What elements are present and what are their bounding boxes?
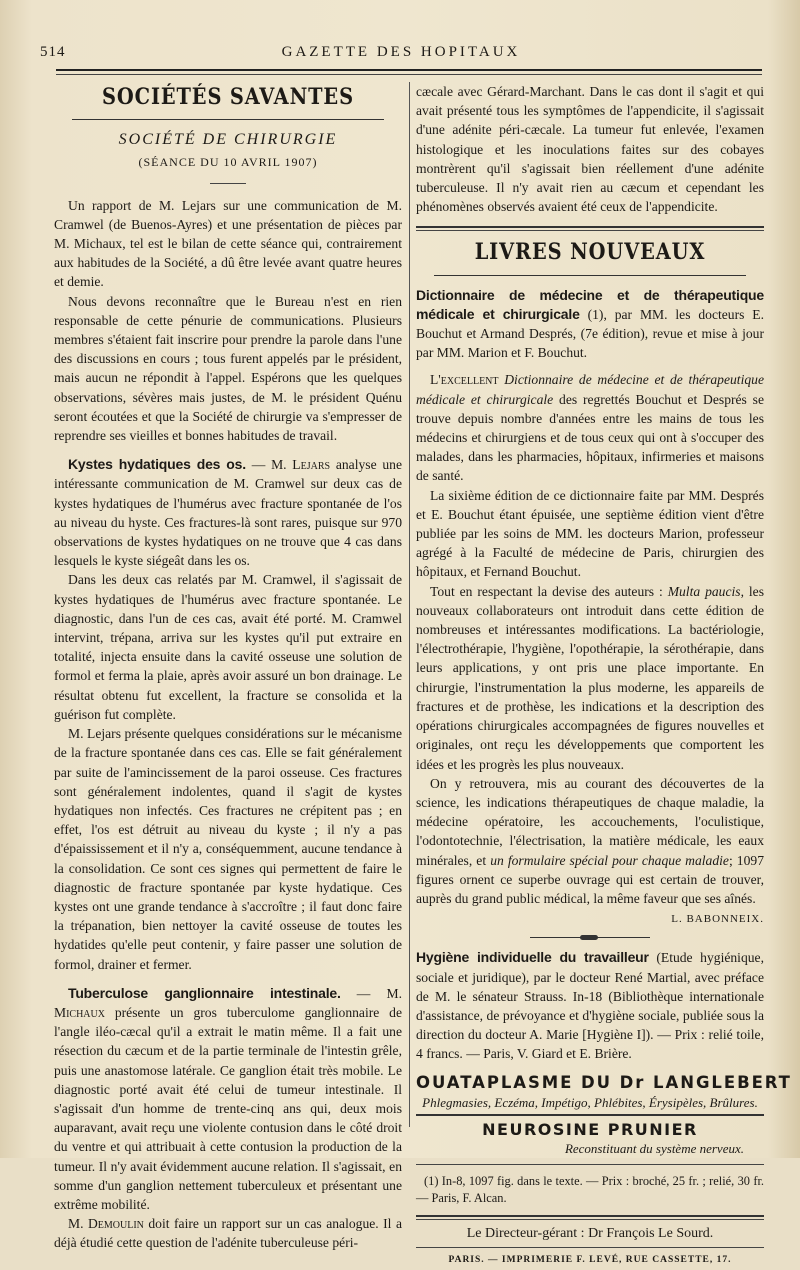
paragraph: M. Lejars présente quelques considérations sur le mécanisme de la fracture spontanée dans ces cas. Elle se fait généralement par suite de l'amincissement de la paroi osseuse. Ces fractures sont généralement indolentes, quand il s'agit de kystes hydatiques non infectés. Ces fractures ne crépitent pas ; en effet, l'os est détruit au niveau du kyste ; il n'y a pas d'épaississement et il n'y a, conséquemment, aucune tendance à la consolidation. Ce sont ces signes qui permettent de faire le diagnostic de fracture spontanée par kyste hydatique. Ces kystes ont une grande tendance à s'accroître ; il faut donc faire la trépanation, bien nettoyer la cavité osseuse de toutes les hydatides qu'elle peut contenir, y faire passer une solution de formol, drainer et fermer.: [54, 726, 402, 972]
printer-line: PARIS. — IMPRIMERIE F. LEVÉ, RUE CASSETTE, 17.: [448, 1254, 732, 1265]
section-rule: [434, 275, 746, 276]
advert-neurosine: NEUROSINE PRUNIER: [482, 1119, 698, 1139]
footer-bottom-rule: [416, 1247, 764, 1248]
short-rule: [210, 183, 246, 184]
column-divider: [409, 82, 410, 1127]
article-text: analyse une intéressante communication de M. Cramwel sur deux cas de kystes hydatiques de l'humérus avec fracture spontanée de l'os au niveau du hyste. Ces fractures-là sont rares, puisque sur 970 observations de kystes hydatiques on ne trouve que 4 cas dans lesquels le kyste siégeât dans les os.: [54, 457, 402, 569]
running-header: [40, 44, 762, 66]
page-number: 514: [40, 44, 66, 60]
review-italic: Dictionnaire de médecine et de thérapeutique médicale et chirurgicale: [416, 372, 764, 407]
article-heading: Tuberculose ganglionnaire intestinale.: [68, 984, 341, 1001]
left-column: [54, 82, 402, 1253]
advert-neurosine-subtitle: Reconstituant du système nerveux.: [564, 1141, 744, 1157]
book-entry-dictionnaire: [416, 286, 764, 363]
book-details: (Etude hygiénique, sociale et juridique), par le docteur René Martial, avec préface de M. le sénateur Strauss. In-18 (Bibliothèque internationale d'assistance, de prévoyance et d'hygiène sociale, publiée sous la direction du docteur A. Marie [Hygiène I]). — Prix : relié toile, 4 francs. — Paris, V. Giard et E. Brière.: [416, 950, 764, 1062]
section-rule: [416, 226, 764, 228]
paragraph-continued: cæcale avec Gérard-Marchant. Dans le cas dont il s'agit et qui avait présenté tous les symptômes de l'appendicite, il s'agissait d'une adénite péri-cæcale. La tumeur fut enlevée, l'examen histologique et les inoculations faites sur des cobayes montrèrent qu'il s'agissait bien réellement d'une adénite tuberculeuse. Il n'y avait rien au cæcum et cependant les phénomènes observés avaient été ceux de l'appendicite.: [416, 84, 764, 215]
session-date: (SÉANCE DU 10 AVRIL 1907): [138, 155, 318, 170]
article-heading: Kystes hydatiques des os.: [68, 456, 246, 473]
review-text: , les nouveaux collaborateurs ont introduit dans cette édition de nombreuses et intéressantes modifications. La bactériologie, l'électrothérapie, l'hygiène, l'opothérapie, la sérothérapie, dans leurs applications, y ont pris une place importante. En chirurgie, l'instrumentation la plus moderne, les appareils de fractures et de prothèse, les indications et la description des opérations chirurgicales accompagnées de figures nouvelles et originales, ont reçu les développements que comportent les idées et les progrès les plus nouveaux.: [416, 583, 764, 772]
paragraph: [54, 1214, 402, 1252]
author-name: M. Michaux: [54, 985, 402, 1020]
section-title-societes: SOCIÉTÉS SAVANTES: [102, 84, 354, 110]
review-text: ; 1097 figures ornent ce superbe ouvrage qui est certain de trouver, auprès du grand public médical, la même faveur que ses aînés.: [416, 852, 764, 906]
paragraph: Dans les deux cas relatés par M. Cramwel, il s'agissait de kystes hydatiques de l'humérus avec fracture spontanée. Le diagnostic, dans l'un de ces cas, avait été porté. M. Cramwel intervint, trépana, arriva sur les kystes qu'il put extraire en totalité, injecta ensuite dans la cavité osseuse une solution de formol et ferma la plaie, après avoir assuré un bon drainage. Le résultat obtenu fut excellent, la fracture se consolida et la guérison fut complète.: [54, 572, 402, 722]
society-title: SOCIÉTÉ DE CHIRURGIE: [118, 131, 338, 149]
article-text: présente un gros tuberculome ganglionnaire de l'angle iléo-cæcal qu'il a extrait le matin même. Il a fait une résection du cæcum et de la partie terminale de l'intestin grêle, puis une anastomose latérale. Ce ganglion était très mobile. Le diagnostic porté avait été celui de tumeur intestinale. Il s'agissait d'un homme de trente-cinq ans qui, deux mois auparavant, avait reçu une violente contusion dans le côté droit du ventre et qui attribuait à cette contusion la production de la tumeur. Il n'y avait évidemment aucune relation. Il s'agissait, en somme d'un ganglion nettement tuberculeux et présentant une extrême mobilité.: [54, 1004, 402, 1212]
advert-ouataplasme: OUATAPLASME DU Dr LANGLEBERT: [416, 1072, 792, 1093]
article-kystes: Kystes hydatiques des os. — M. Lejars analyse une intéressante communication de M. Cramwel sur deux cas de kystes hydatiques de l'humérus avec fracture spontanée de l'os au niveau du hyste. Ces fractures-là sont rares, puisque sur 970 observations de kystes hydatiques on ne trouve que 4 cas dans lesquels le kyste siégeât dans les os.: [54, 456, 402, 569]
book-title: Hygiène individuelle du travailleur: [416, 949, 649, 966]
advert-rule: [416, 1114, 764, 1116]
footnote: (1) In-8, 1097 fig. dans le texte. — Prix : broché, 25 fr. ; relié, 30 fr. — Paris, F. Alcan.: [416, 1174, 764, 1206]
footer-rule-thin: [416, 1219, 764, 1220]
paragraph: Un rapport de M. Lejars sur une communication de M. Cramwel (de Buenos-Ayres) et une présentation de pièces par M. Michaux, tel est le bilan de cette séance qui, contrairement aux habitudes de la Société, a dû être levée avant quatre heures et demie.: [54, 197, 402, 290]
article-tuberculose: Tuberculose ganglionnaire intestinale. — M. Michaux présente un gros tuberculome ganglionnaire de l'angle iléo-cæcal qu'il a extrait le matin même. Il a fait une résection du cæcum et de la partie terminale de l'intestin grêle, puis une anastomose latérale. Ce ganglion était très mobile. Le diagnostic porté avait été celui de tumeur intestinale. Il s'agissait d'un homme de trente-cinq ans qui, deux mois auparavant, avait reçu une violente contusion dans le côté droit du ventre et qui attribuait à cette contusion la production de la tumeur. Il n'y avait évidemment aucune relation. Il s'agissait, en somme d'un ganglion nettement tuberculeux et présentant une extrême mobilité.: [54, 984, 402, 1212]
review-lead: L'excellent: [430, 372, 499, 388]
book-entry-hygiene: [416, 948, 764, 1063]
section-rule: [72, 119, 384, 120]
review-paragraph: [416, 370, 764, 485]
review-italic: Multa paucis: [667, 583, 741, 599]
footer-rule: [416, 1215, 764, 1217]
advert-ouataplasme-subtitle: Phlegmasies, Eczéma, Impétigo, Phlébites, Érysipèles, Brûlures.: [422, 1094, 758, 1110]
header-rule-thin: [56, 74, 762, 75]
director-line: Le Directeur-gérant : Dr François Le Sourd.: [466, 1226, 714, 1242]
review-text: On y retrouvera, mis au courant des découvertes de la science, les indications thérapeutiques de chaque maladie, la médecine opératoire, les accouchements, l'oculistique, l'odontotechnie, l'électrisation, la matière médicale, les eaux minérales, et: [416, 775, 764, 868]
review-text: des regrettés Bouchut et Després se trouve depuis nombre d'années entre les mains de tous les médecins et chirurgiens et de tous ceux qui ont à s'occuper des malades, dans les pharmacies, hôpitaux, infirmeries et maisons de santé.: [416, 391, 764, 484]
ornament-rule: [530, 937, 650, 938]
book-details: , par MM. les docteurs E. Bouchut et Armand Després, (7e édition), revue et mise à jour par MM. Marion et F. Bouchut.: [416, 306, 765, 361]
review-text: Tout en respectant la devise des auteurs :: [430, 583, 663, 599]
right-column: [416, 82, 792, 1270]
review-paragraph: La sixième édition de ce dictionnaire faite par MM. Després et E. Bouchut étant épuisée, une septième édition vient d'être publiée par les soins de MM. les docteurs Marion, professeur agrégé à la Faculté de médecine de Paris, chirurgien des hôpitaux, et Fernand Bouchut.: [416, 487, 764, 580]
book-title: Dictionnaire de médecine et de thérapeutique médicale et chirurgicale: [416, 286, 764, 322]
review-italic: un formulaire spécial pour chaque maladie: [490, 852, 729, 868]
journal-title: GAZETTE DES HOPITAUX: [281, 44, 521, 60]
review-signature: L. BABONNEIX.: [671, 913, 764, 926]
author-name: M. Lejars: [271, 457, 331, 473]
review-paragraph: [416, 582, 764, 774]
section-rule-thin: [416, 230, 764, 231]
footnote-ref: (1): [587, 306, 604, 322]
header-rule: [56, 69, 762, 71]
author-name: M. Demoulin: [68, 1216, 144, 1232]
review-paragraph: [416, 774, 764, 908]
article-text: doit faire un rapport sur un cas analogue. Il a déjà étudié cette question de l'adénite tuberculeuse péri-: [54, 1216, 402, 1251]
paragraph: Nous devons reconnaître que le Bureau n'est en rien responsable de cette pénurie de communications. Plusieurs membres s'étaient fait inscrire pour prendre la parole dans l'une des discussions en cours ; tous furent appelés par le président, mais aucun ne répondit à l'appel. Espérons que les quelques observations, sévères mais justes, de M. le président Quénu seront écoutées et que la Société de chirurgie va s'empresser de reprendre ses vieilles et bonnes habitudes de travail.: [54, 293, 402, 444]
section-title-livres: LIVRES NOUVEAUX: [474, 239, 706, 266]
footnote-rule: [416, 1164, 764, 1165]
